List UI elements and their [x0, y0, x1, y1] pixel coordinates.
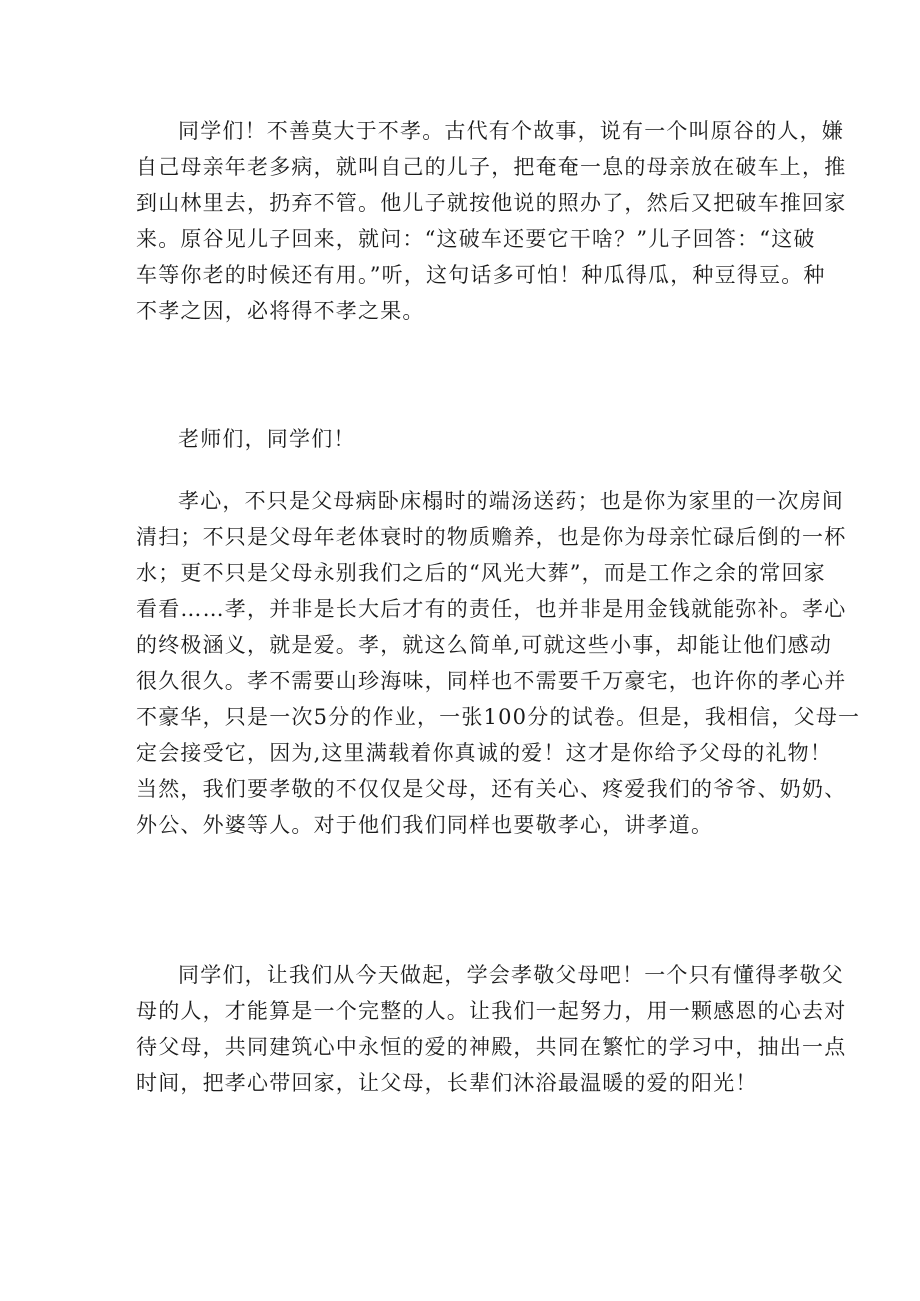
text-line: 孝心，不只是父母病卧床榻时的端汤送药；也是你为家里的一次房间 [178, 489, 844, 513]
text-line: 到山林里去，扔弃不管。他儿子就按他说的照办了，然后又把破车推回家 [136, 191, 847, 215]
text-line: 看看……孝，并非是长大后才有的责任，也并非是用金钱就能弥补。孝心 [136, 597, 847, 621]
text-line: 待父母，共同建筑心中永恒的爱的神殿，共同在繁忙的学习中，抽出一点 [136, 1035, 847, 1059]
text-line: 时间，把孝心带回家，让父母，长辈们沐浴最温暖的爱的阳光！ [136, 1071, 758, 1095]
text-line: 的终极涵义，就是爱。孝，就这么简单,可就这些小事，却能让他们感动 [136, 633, 833, 657]
text-line: 水；更不只是父母永别我们之后的“风光大葬”，而是工作之余的常回家 [136, 561, 826, 585]
text-line: 同学们，让我们从今天做起，学会孝敬父母吧！一个只有懂得孝敬父 [178, 963, 844, 987]
text-line: 老师们，同学们！ [178, 427, 356, 451]
text-line: 定会接受它，因为,这里满载着你真诚的爱！这才是你给予父母的礼物！ [136, 741, 833, 765]
text-line: 不豪华，只是一次5分的作业，一张100分的试卷。但是，我相信，父母一 [136, 705, 861, 729]
paragraph-filial-piety [136, 483, 861, 843]
text-line: 当然，我们要孝敬的不仅仅是父母，还有关心、疼爱我们的爷爷、奶奶、 [136, 777, 847, 801]
text-line: 自己母亲年老多病，就叫自己的儿子，把奄奄一息的母亲放在破车上，推 [136, 155, 847, 179]
text-line: 外公、外婆等人。对于他们我们同样也要敬孝心，讲孝道。 [136, 813, 714, 837]
text-line: 来。原谷见儿子回来，就问：“这破车还要它干啥？”儿子回答：“这破 [136, 227, 816, 251]
paragraph-greeting [136, 421, 784, 457]
text-line: 同学们！不善莫大于不孝。古代有个故事，说有一个叫原谷的人，嫌 [178, 119, 844, 143]
text-line: 母的人，才能算是一个完整的人。让我们一起努力，用一颗感恩的心去对 [136, 999, 847, 1023]
text-line: 清扫；不只是父母年老体衰时的物质赡养，也是你为母亲忙碌后倒的一杯 [136, 525, 847, 549]
text-line: 很久很久。孝不需要山珍海味，同样也不需要千万豪宅，也许你的孝心并 [136, 669, 847, 693]
text-line: 车等你老的时候还有用。”听，这句话多可怕！种瓜得瓜，种豆得豆。种 [136, 263, 826, 287]
text-line: 不孝之因，必将得不孝之果。 [136, 299, 425, 323]
paragraph-story [136, 113, 847, 329]
paragraph-closing [136, 957, 847, 1101]
